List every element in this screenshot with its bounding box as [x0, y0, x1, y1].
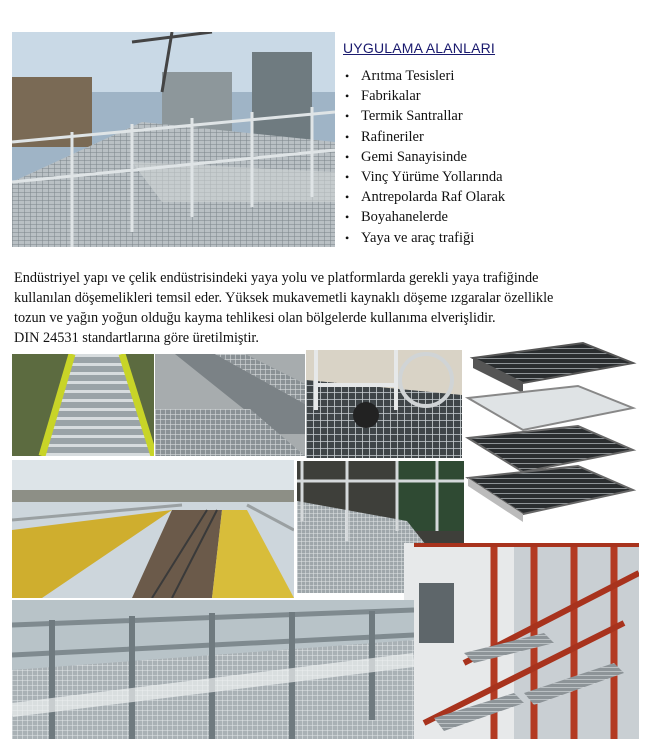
- bullet-icon: •: [345, 69, 350, 83]
- application-label: Fabrikalar: [361, 88, 421, 105]
- application-label: Boyahanelerde: [361, 209, 448, 226]
- list-item: [345, 228, 505, 248]
- list-item: [345, 167, 505, 187]
- application-label: Arıtma Tesisleri: [361, 68, 455, 84]
- application-label: Gemi Sanayisinde: [361, 148, 467, 165]
- description-line: DIN 24531 standartlarına göre üretilmiştir.: [14, 330, 259, 346]
- bullet-icon: •: [345, 89, 350, 104]
- bullet-icon: •: [345, 149, 350, 164]
- description-line: kullanılan döşemelikleri temsil eder. Yüksek mukavemetli kaynaklı döşeme ızgaralar özellikle: [14, 290, 554, 306]
- photo-red-steel-stairs: [404, 543, 639, 739]
- photo-wheelchair-on-grating: [306, 350, 462, 458]
- list-item: [345, 66, 505, 86]
- list-item: [345, 127, 505, 147]
- bullet-icon: •: [345, 169, 350, 184]
- list-item: [345, 207, 505, 227]
- list-item: [345, 147, 505, 167]
- photo-bridge-walkway-yellow-grating: [12, 460, 294, 598]
- photo-grating-stairs: [12, 354, 154, 456]
- bullet-icon: •: [345, 210, 350, 225]
- applications-heading: UYGULAMA ALANLARI: [343, 40, 496, 56]
- application-label: Termik Santrallar: [361, 108, 463, 125]
- photo-treatment-plant-platform: [12, 32, 335, 247]
- list-item: [345, 187, 505, 207]
- description-line: tozun ve yağın yoğun olduğu kayma tehlikesi olan bölgelerde kullanıma elverişlidir.: [14, 310, 496, 326]
- list-item: [345, 106, 505, 126]
- photo-floor-grating: [155, 354, 305, 456]
- description-paragraph: [14, 268, 639, 348]
- application-label: Antrepolarda Raf Olarak: [361, 189, 506, 206]
- bullet-icon: •: [345, 230, 350, 245]
- application-label: Vinç Yürüme Yollarında: [361, 168, 503, 185]
- photo-stacked-grating-panels: [463, 338, 639, 526]
- application-label: Rafineriler: [361, 128, 424, 145]
- applications-list: [345, 66, 505, 248]
- bullet-icon: •: [345, 190, 350, 205]
- photo-rooftop-walkway-railing: [12, 600, 414, 739]
- description-line: Endüstriyel yapı ve çelik endüstrisindeki yaya yolu ve platformlarda gerekli yaya trafiğinde: [14, 270, 539, 286]
- list-item: [345, 86, 505, 106]
- application-label: Yaya ve araç trafiği: [361, 229, 475, 246]
- bullet-icon: •: [345, 109, 350, 124]
- bullet-icon: •: [345, 129, 350, 144]
